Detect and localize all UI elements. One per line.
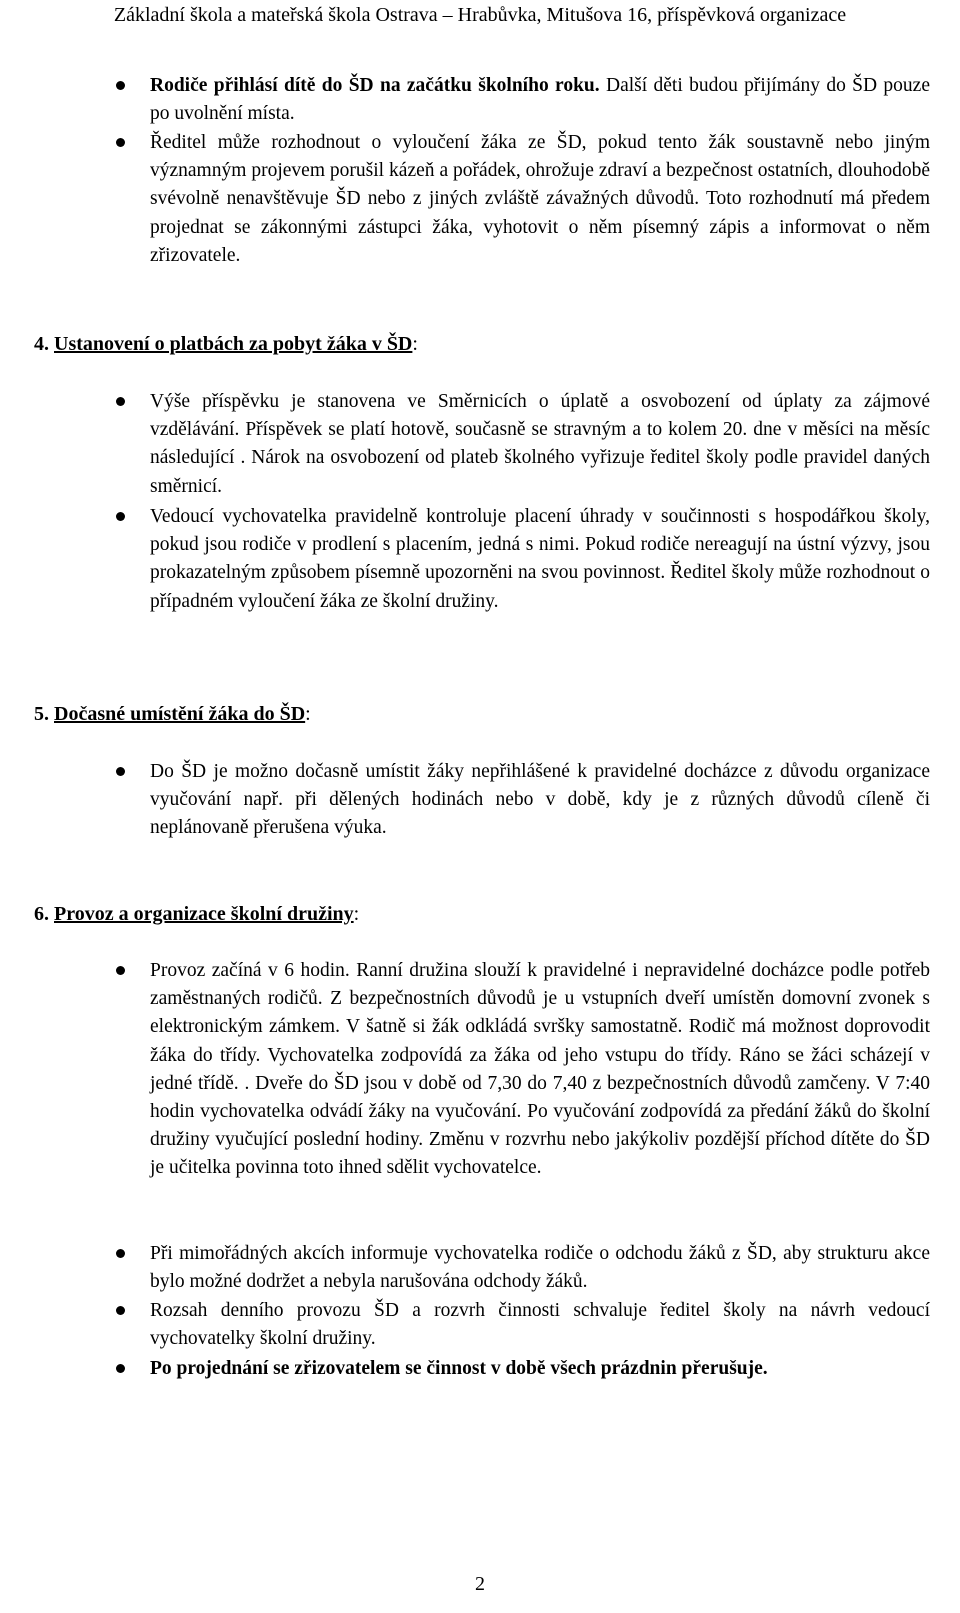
section-heading (34, 330, 418, 358)
paragraph: Ředitel může rozhodnout o vyloučení žáka ze ŠD, pokud tento žák soustavně nebo jiným významným projevem porušil kázeň a pořádek, ohrožuje zdraví a bezpečnost ostatních, dlouhodobě svévolně nenavštěvuje ŠD nebo z jiných zvláště závažných důvodů. Toto rozhodnutí má předem projednat se zákonnými zástupci žáka, vyhotovit o něm písemný zápis a informovat o něm zřizovatele. (150, 132, 930, 266)
bullet-icon (116, 966, 125, 975)
text: Další děti budou přijímány do ŠD pouze po uvolnění místa. (150, 75, 930, 125)
paragraph: Do ŠD je možno dočasně umístit žáky nepřihlášené k pravidelné docházce z důvodu organizace vyučování např. při dělených hodinách nebo v době, kdy je z různých důvodů cíleně či neplánovaně přerušena výuka. (150, 761, 930, 839)
section-heading (34, 700, 311, 728)
paragraph (150, 72, 930, 128)
section-colon: : (305, 703, 311, 725)
paragraph (150, 1355, 930, 1383)
section-number: 6. (34, 903, 49, 925)
page-number: 2 (475, 1573, 485, 1595)
page-header: Základní škola a mateřská škola Ostrava – Hrabůvka, Mitušova 16, příspěvková organizace (113, 4, 847, 26)
paragraph: Rozsah denního provozu ŠD a rozvrh činnosti schvaluje ředitel školy na návrh vedoucí vychovatelky školní družiny. (150, 1300, 930, 1350)
bullet-icon (116, 397, 125, 406)
bullet-icon (116, 1364, 125, 1373)
bullet-icon (116, 81, 125, 90)
bullet-icon (116, 512, 125, 521)
section-number: 4. (34, 333, 49, 355)
bullet-icon (116, 138, 125, 147)
bullet-icon (116, 1249, 125, 1258)
section-number: 5. (34, 703, 49, 725)
bold-text: Po projednání se zřizovatelem se činnost v době všech prázdnin přerušuje. (150, 1358, 768, 1379)
bullet-icon (116, 1306, 125, 1315)
bold-text: Rodiče přihlásí dítě do ŠD na začátku školního roku. (150, 75, 600, 96)
section-title: Ustanovení o platbách za pobyt žáka v ŠD (54, 333, 413, 355)
section-colon: : (353, 903, 360, 925)
paragraph: Vedoucí vychovatelka pravidelně kontroluje placení úhrady v součinnosti s hospodářkou školy, pokud jsou rodiče v prodlení s placením, jedná s nimi. Pokud rodiče nereagují na ústní výzvy, jsou prokazatelným způsobem písemně upozorněni na svou povinnost. Ředitel školy může rozhodnout o případném vyloučení žáka ze školní družiny. (150, 506, 930, 612)
paragraph: Výše příspěvku je stanovena ve Směrnicích o úplatě a osvobození od úplaty za zájmové vzdělávání. Příspěvek se platí hotově, současně se stravným a to kolem 20. dne v měsíci na měsíc následující . Nárok na osvobození od plateb školného vyřizuje ředitel školy podle pravidel daných směrnicí. (150, 391, 930, 497)
paragraph: Při mimořádných akcích informuje vychovatelka rodiče o odchodu žáků z ŠD, aby strukturu akce bylo možné dodržet a nebyla narušována odchody žáků. (150, 1243, 930, 1293)
paragraph: Provoz začíná v 6 hodin. Ranní družina slouží k pravidelné i nepravidelné docházce podle potřeb zaměstnaných rodičů. Z bezpečnostních důvodů je u vstupních dveří umístěn domovní zvonek s elektronickým zámkem. V šatně si žák odkládá svršky samostatně. Rodič má možnost doprovodit žáka do třídy. Vychovatelka zodpovídá za žáka od jeho vstupu do třídy. Ráno se žáci scházejí v jedné třídě. . Dveře do ŠD jsou v době od 7,30 do 7,40 z bezpečnostních důvodů zamčeny. V 7:40 hodin vychovatelka odvádí žáky na vyučování. Po vyučování zodpovídá za předání žáků do školní družiny vyučující poslední hodiny. Změnu v rozvrhu nebo jakýkoliv pozdější příchod dítěte do ŠD je učitelka povinna toto ihned sdělit vychovatelce. (150, 960, 930, 1179)
section-colon: : (412, 333, 418, 355)
section-title: Dočasné umístění žáka do ŠD (54, 703, 306, 725)
bullet-icon (116, 767, 125, 776)
section-heading (34, 900, 359, 928)
section-title: Provoz a organizace školní družiny (54, 903, 354, 925)
